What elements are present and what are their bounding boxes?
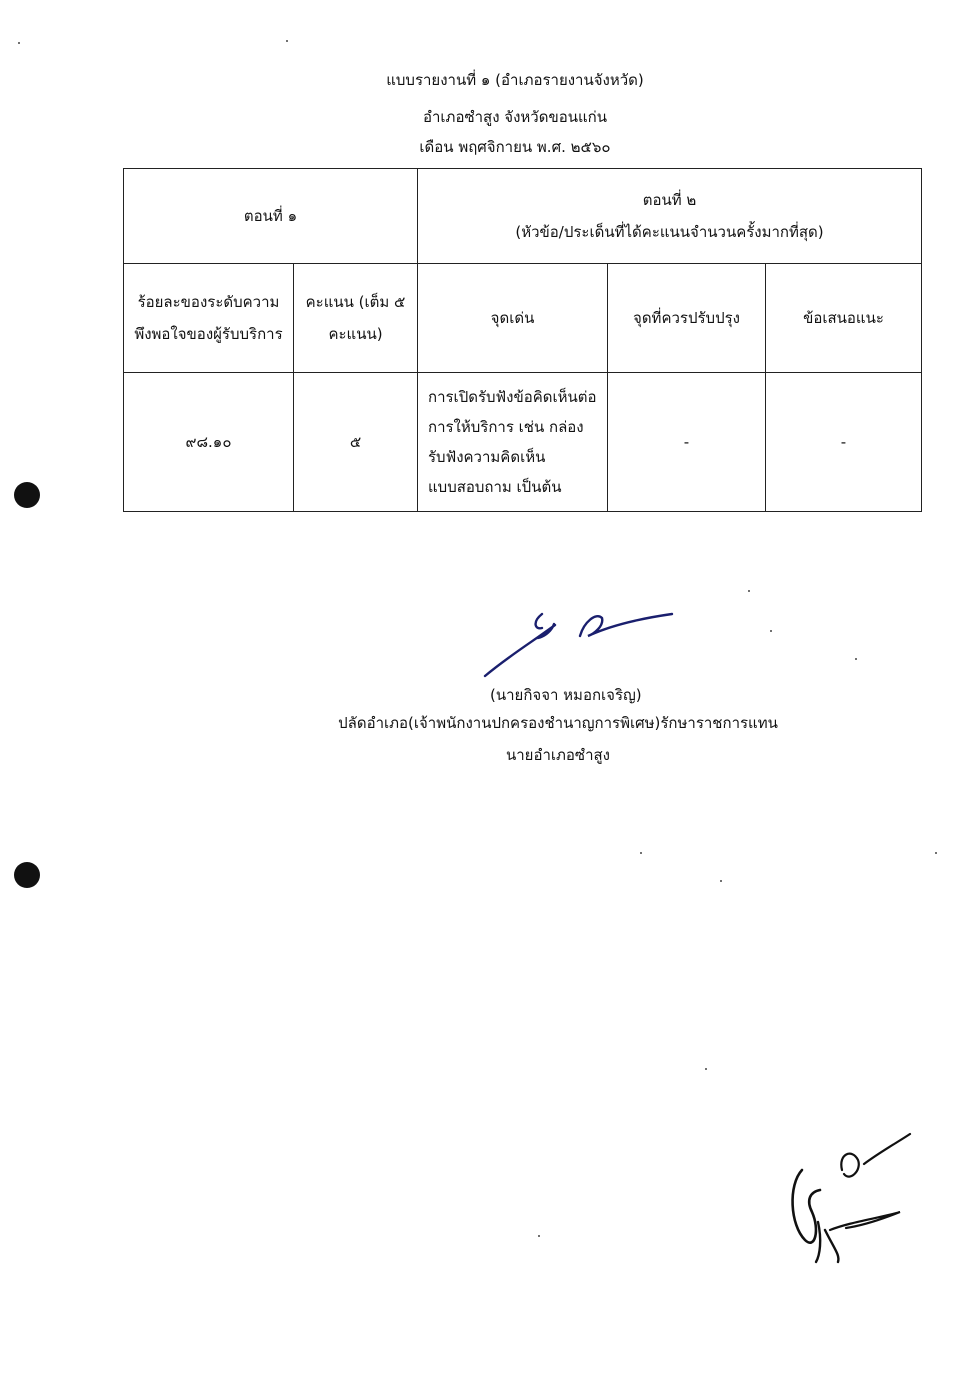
signer-title: ปลัดอำเภอ(เจ้าพนักงานปกครองชำนาญการพิเศษ)รักษาราชการแทน (338, 714, 778, 732)
signer-organization: นายอำเภอซำสูง (505, 746, 610, 764)
punch-hole (14, 482, 40, 508)
scan-speck (935, 852, 937, 854)
part2-title-cell (418, 169, 922, 264)
scan-speck (720, 880, 722, 882)
district-province: อำเภอซำสูง จังหวัดขอนแก่น (423, 108, 607, 126)
scan-speck (640, 852, 642, 854)
cell-strength: การเปิดรับฟังข้อคิดเห็นต่อการให้บริการ เช่น กล่องรับฟังความคิดเห็น แบบสอบถาม เป็นต้น (418, 373, 608, 512)
scan-speck (705, 1068, 707, 1070)
scan-speck (748, 590, 750, 592)
signer-name: (นายกิจจา หมอกเจริญ) (490, 686, 642, 704)
col-header-suggest: ข้อเสนอแนะ (766, 264, 922, 373)
cell-percent: ๙๘.๑๐ (124, 373, 294, 512)
cell-suggest: - (766, 373, 922, 512)
table-header-row (124, 169, 922, 264)
scan-speck (538, 1235, 540, 1237)
col-header-strength: จุดเด่น (418, 264, 608, 373)
report-form-title: แบบรายงานที่ ๑ (อำเภอรายงานจังหวัด) (386, 71, 644, 89)
table-subheader-row (124, 264, 922, 373)
table-row (124, 373, 922, 512)
scan-speck (770, 630, 772, 632)
col-header-score: คะแนน (เต็ม ๕ คะแนน) (294, 264, 418, 373)
scan-speck (286, 40, 288, 42)
punch-hole (14, 862, 40, 888)
report-table (123, 168, 922, 512)
initial-signature (780, 1130, 920, 1270)
col-header-percent: ร้อยละของระดับความพึงพอใจของผู้รับบริการ (124, 264, 294, 373)
scan-speck (855, 658, 857, 660)
handwritten-signature (480, 600, 680, 680)
cell-improve: - (608, 373, 766, 512)
scan-speck (18, 42, 20, 44)
cell-score: ๕ (294, 373, 418, 512)
col-header-improve: จุดที่ควรปรับปรุง (608, 264, 766, 373)
report-month: เดือน พฤศจิกายน พ.ศ. ๒๕๖๐ (419, 138, 611, 156)
part2-title: ตอนที่ ๒ (642, 191, 697, 209)
part1-title: ตอนที่ ๑ (124, 169, 418, 264)
part2-subtitle: (หัวข้อ/ประเด็นที่ได้คะแนนจำนวนครั้งมากที่สุด) (515, 223, 824, 241)
